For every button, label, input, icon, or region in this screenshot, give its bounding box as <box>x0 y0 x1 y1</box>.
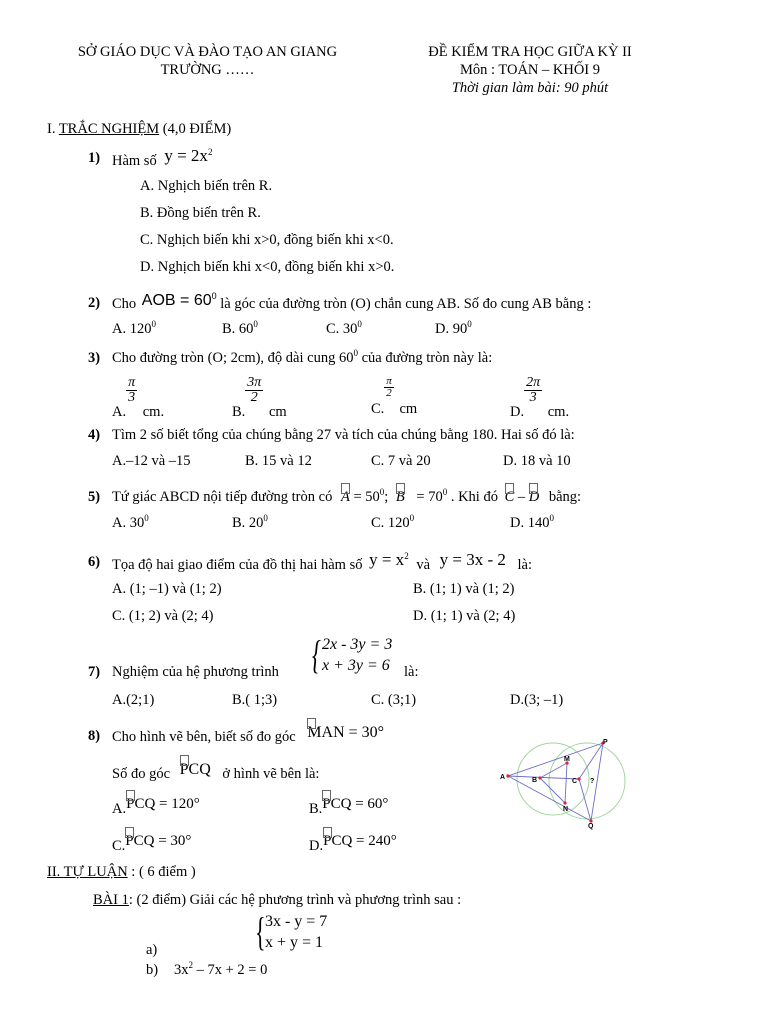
label-a: A <box>500 774 506 781</box>
q5-text: Tứ giác ABCD nội tiếp đường tròn có $A = 50^0$; $B = 70^0$ . Khi đó C – D bằng: <box>112 487 582 505</box>
bai-1-a-brace: { <box>254 909 266 954</box>
section-1-title: TRẮC NGHIỆM <box>58 121 160 137</box>
department-name: SỞ GIÁO DỤC VÀ ĐÀO TẠO AN GIANG <box>77 44 338 60</box>
q1-equation: $y = 2x^2$ <box>164 146 213 165</box>
bai-1-heading: BÀI 1: (2 điểm) Giải các hệ phương trình và phương trình sau : <box>93 892 462 908</box>
q1-text: Hàm số $y = 2x^2$ <box>112 146 213 169</box>
q7-option-b: B.( 1;3) <box>232 692 278 708</box>
bai-1-b-label: b) <box>146 962 159 978</box>
q2-option-a: A. $120^0$ <box>112 319 156 337</box>
label-n: N <box>563 806 569 813</box>
q3-number: 3) <box>88 350 101 366</box>
q1-option-a: A. Nghịch biến trên R. <box>140 178 273 194</box>
q3-text: Cho đường tròn (O; 2cm), độ dài cung $60^0$ của đường tròn này là: <box>112 348 493 366</box>
q6-option-c: C. (1; 2) và (2; 4) <box>112 608 214 624</box>
q8-given-angle: MAN = 30° <box>307 724 385 741</box>
q7-option-a: A.(2;1) <box>112 692 155 708</box>
q3-option-d-fraction: $\frac{2\pi}{3}$ <box>526 375 541 405</box>
q4-option-c: C. 7 và 20 <box>371 453 431 469</box>
q8-text-2: Số đo góc PCQ ở hình vẽ bên là: <box>112 761 320 782</box>
q2-option-d: D. $90^0$ <box>435 319 472 337</box>
bai-1-label: BÀI 1 <box>93 892 129 908</box>
label-q: Q <box>588 823 594 830</box>
q6-option-a: A. (1; –1) và (1; 2) <box>112 581 222 597</box>
angle-d: D <box>528 489 540 505</box>
q7-system: { 2x - 3y = 3 x + 3y = 6 <box>312 632 393 677</box>
exam-title: ĐỀ KIỂM TRA HỌC GIỮA KỲ II <box>428 44 632 60</box>
q3-option-b: B. $\frac{3\pi}{2}$ cm <box>232 375 287 420</box>
q1-option-c: C. Nghịch biến khi x>0, đồng biến khi x<0. <box>140 232 394 248</box>
q3-option-d: D. $\frac{2\pi}{3}$ cm. <box>510 375 570 420</box>
q7-brace: { <box>312 632 321 677</box>
bai-1-a-system: { 3x - y = 7 x + y = 1 <box>254 909 328 954</box>
q6-option-b: B. (1; 1) và (1; 2) <box>413 581 515 597</box>
angle-a: A <box>340 489 350 505</box>
q2-number: 2) <box>88 295 101 311</box>
exam-subject: Môn : TOÁN – KHỐI 9 <box>459 62 601 78</box>
q1-option-d: D. Nghịch biến khi x<0, đồng biến khi x>0. <box>140 259 395 275</box>
q8-text: Cho hình vẽ bên, biết số đo góc MAN = 30° <box>112 724 385 745</box>
q1-option-b: B. Đồng biến trên R. <box>140 205 261 221</box>
q5-number: 5) <box>88 489 101 505</box>
q6-equation-2: y = 3x - 2 <box>439 550 506 569</box>
q8-option-b: B.PCQ = 60° <box>309 796 389 817</box>
q2-equation: AOB = $60^0$ <box>141 291 217 309</box>
label-p: P <box>603 739 608 746</box>
q6-equation-1: $y = x^2$ <box>369 550 409 569</box>
q7-text: Nghiệm của hệ phương trình <box>112 664 279 680</box>
q5-option-a: A. $30^0$ <box>112 513 149 531</box>
q6-number: 6) <box>88 554 101 570</box>
q3-option-b-fraction: $\frac{3\pi}{2}$ <box>247 375 262 405</box>
q7-option-d: D.(3; –1) <box>510 692 564 708</box>
q2-option-c: C. $30^0$ <box>326 319 362 337</box>
q7-number: 7) <box>88 664 101 680</box>
q2-text: Cho AOB = $60^0$ là góc của đường tròn (O) chắn cung AB. Số đo cung AB bằng : <box>112 291 592 312</box>
section-1-heading: I. TRẮC NGHIỆM (4,0 ĐIỂM) <box>47 121 232 137</box>
label-question: ? <box>590 778 595 785</box>
school-name: TRƯỜNG …… <box>160 62 255 78</box>
q6-option-d: D. (1; 1) và (2; 4) <box>413 608 516 624</box>
q2-option-b: B. $60^0$ <box>222 319 258 337</box>
label-m: M <box>564 756 570 763</box>
q5-option-b: B. $20^0$ <box>232 513 268 531</box>
label-b: B <box>532 777 538 784</box>
q4-option-a: A.–12 và –15 <box>112 453 191 469</box>
angle-c: C <box>504 489 515 505</box>
q4-option-b: B. 15 và 12 <box>245 453 312 469</box>
q3-option-a: A. $\frac{\pi}{3}$ cm. <box>112 375 165 420</box>
q7-tail: là: <box>404 664 419 680</box>
q1-number: 1) <box>88 150 101 166</box>
exam-duration: Thời gian làm bài: 90 phút <box>451 80 609 96</box>
q8-option-c: C.PCQ = 30° <box>112 833 192 854</box>
q3-option-c-fraction: $\frac{\pi}{2}$ <box>386 375 392 399</box>
q6-text: Tọa độ hai giao điểm của đồ thị hai hàm số $y = x^2$ và y = 3x - 2 là: <box>112 550 532 573</box>
bai-1-b-equation: $3x^2 - 7x + 2 = 0$ <box>174 960 268 978</box>
angle-b: B <box>395 489 405 505</box>
q8-asked-angle: PCQ <box>179 761 211 778</box>
q3-option-a-fraction: $\frac{\pi}{3}$ <box>128 375 136 405</box>
q5-option-d: D. $140^0$ <box>510 513 554 531</box>
section-2-heading: II. TỰ LUẬN : ( 6 điểm ) <box>47 864 196 880</box>
q5-option-c: C. $120^0$ <box>371 513 415 531</box>
q4-option-d: D. 18 và 10 <box>503 453 571 469</box>
q8-number: 8) <box>88 728 101 744</box>
bai-1-a-label: a) <box>146 942 158 958</box>
q7-option-c: C. (3;1) <box>371 692 417 708</box>
q3-option-c: C. $\frac{\pi}{2}$ cm <box>371 375 418 417</box>
section-2-title: TỰ LUẬN <box>63 864 128 880</box>
q4-text: Tìm 2 số biết tổng của chúng bằng 27 và tích của chúng bằng 180. Hai số đó là: <box>112 427 575 443</box>
q8-option-a: A.PCQ = 120° <box>112 796 200 817</box>
label-c: C <box>572 778 578 785</box>
q8-option-d: D.PCQ = 240° <box>309 833 397 854</box>
q4-number: 4) <box>88 427 101 443</box>
geometry-figure <box>495 735 635 830</box>
